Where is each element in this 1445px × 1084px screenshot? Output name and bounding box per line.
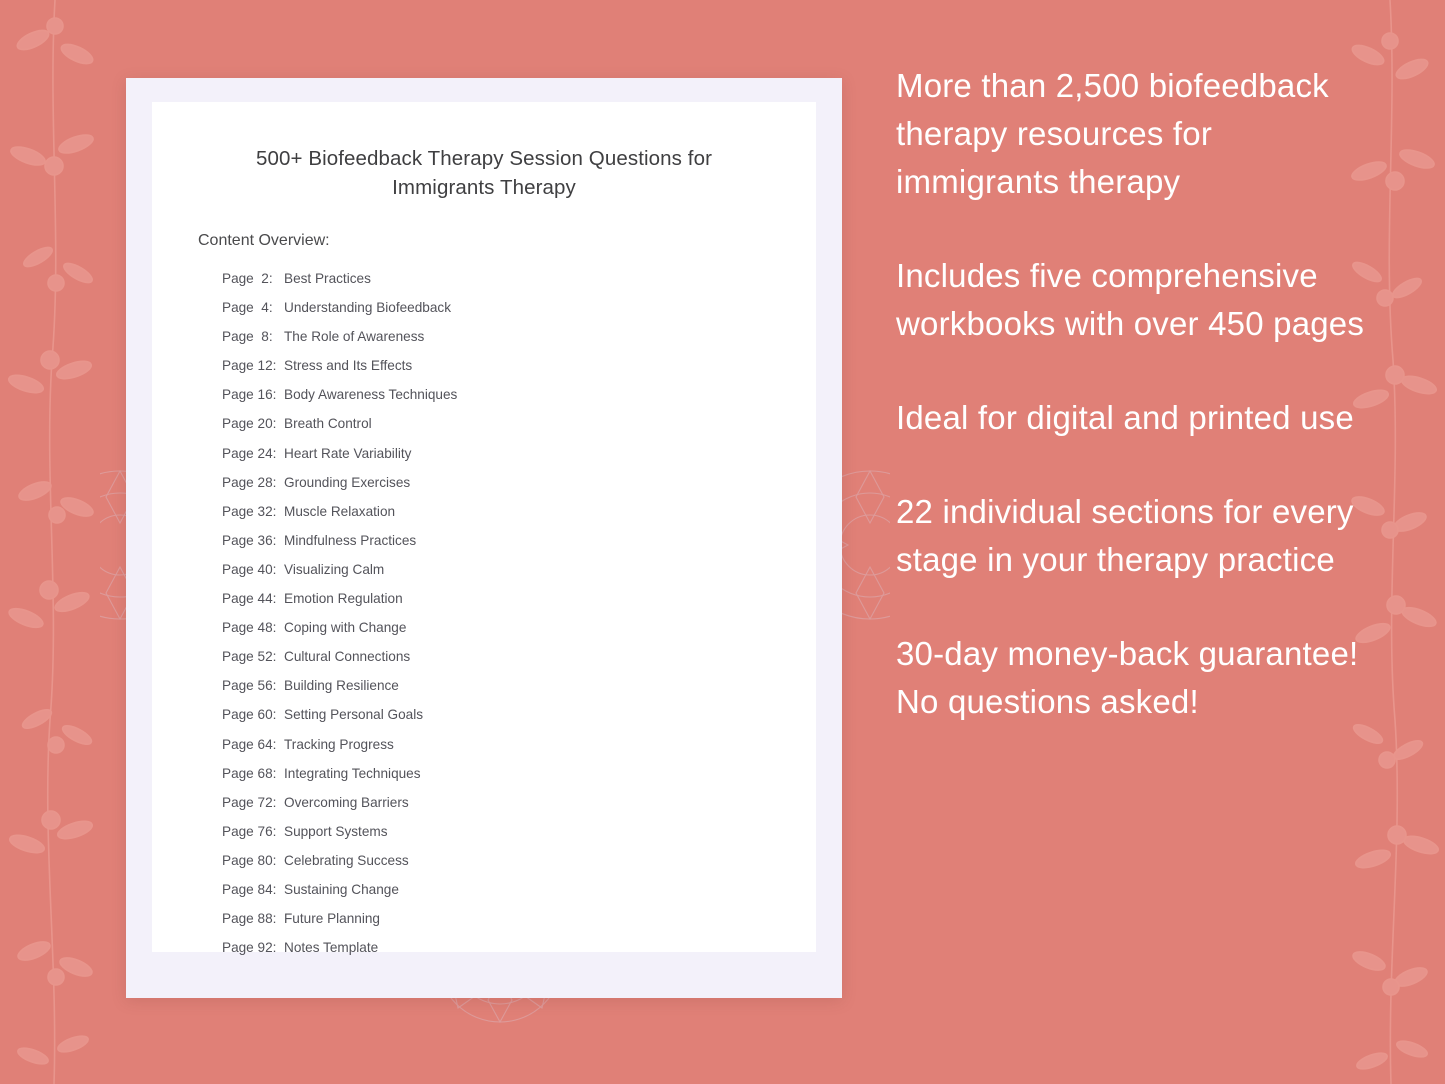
toc-page: Page 84: [222, 881, 277, 897]
toc-page: Page 76: [222, 823, 277, 839]
toc-label: Sustaining Change [284, 881, 399, 897]
list-item [152, 642, 816, 671]
list-item [152, 555, 816, 584]
toc-label: Mindfulness Practices [284, 532, 417, 548]
list-item [152, 351, 816, 380]
list-item [152, 409, 816, 438]
toc-page: Page 8: [222, 329, 273, 345]
toc-label: Celebrating Success [284, 852, 409, 868]
toc-label: Integrating Techniques [284, 765, 421, 781]
toc-page: Page 44: [222, 591, 277, 607]
page-title: 500+ Biofeedback Therapy Session Questions for Immigrants Therapy [255, 147, 713, 199]
list-item [152, 468, 816, 497]
list-item [152, 904, 816, 933]
toc-label: Coping with Change [284, 620, 407, 636]
toc-page: Page 56: [222, 678, 277, 694]
toc-label: Understanding Biofeedback [284, 300, 452, 316]
toc-label: Breath Control [284, 416, 372, 432]
list-item [152, 700, 816, 729]
toc-page: Page 92: [222, 940, 277, 956]
toc-page: Page 88: [222, 911, 277, 927]
list-item [152, 322, 816, 351]
highlight-item: Ideal for digital and printed use [896, 399, 1354, 436]
list-item [152, 264, 816, 293]
toc-label: Future Planning [284, 911, 380, 927]
document-page [152, 102, 816, 956]
toc-page: Page 24: [222, 445, 277, 461]
list-item [152, 875, 816, 904]
list-item [152, 526, 816, 555]
toc-page: Page 80: [222, 852, 277, 868]
list-item [152, 613, 816, 642]
toc-page: Page 12: [222, 358, 277, 374]
toc-page: Page 60: [222, 707, 277, 723]
list-item [152, 439, 816, 468]
toc-page: Page 4: [222, 300, 273, 316]
list-item [152, 671, 816, 700]
toc-page: Page 72: [222, 794, 277, 810]
toc-page: Page 40: [222, 561, 277, 577]
highlight-item: More than 2,500 biofeedback therapy resources for immigrants therapy [896, 67, 1329, 200]
toc-label: Setting Personal Goals [284, 707, 424, 723]
toc-label: Body Awareness Techniques [284, 387, 458, 403]
list-item [152, 933, 816, 962]
toc-label: Grounding Exercises [284, 474, 411, 490]
toc-page: Page 64: [222, 736, 277, 752]
list-item [152, 846, 816, 875]
highlight-item: 30-day money-back guarantee! No questions asked! [896, 635, 1359, 720]
toc-page: Page 16: [222, 387, 277, 403]
toc-page: Page 2: [222, 271, 273, 286]
list-item [152, 759, 816, 788]
highlights-list [896, 62, 1366, 726]
toc-page: Page 32: [222, 503, 277, 519]
list-item [152, 817, 816, 846]
toc-label: Best Practices [284, 271, 371, 286]
toc-label: The Role of Awareness [284, 329, 425, 345]
toc-label: Cultural Connections [284, 649, 411, 665]
toc-label: Muscle Relaxation [284, 503, 396, 519]
content-overview-label: Content Overview: [198, 232, 330, 249]
toc-label: Support Systems [284, 823, 388, 839]
toc-page: Page 36: [222, 532, 277, 548]
toc-page: Page 68: [222, 765, 277, 781]
floral-vine-icon-left [0, 0, 110, 1084]
document-card [126, 78, 842, 998]
highlight-item: 22 individual sections for every stage in your therapy practice [896, 493, 1354, 578]
toc-label: Overcoming Barriers [284, 794, 409, 810]
toc-page: Page 20: [222, 416, 277, 432]
table-of-contents [152, 250, 816, 962]
toc-label: Stress and Its Effects [284, 358, 413, 374]
toc-label: Notes Template [284, 940, 379, 956]
list-item [152, 730, 816, 759]
list-item [152, 497, 816, 526]
list-item [152, 293, 816, 322]
toc-label: Tracking Progress [284, 736, 394, 752]
list-item [152, 584, 816, 613]
toc-page: Page 48: [222, 620, 277, 636]
toc-label: Heart Rate Variability [284, 445, 412, 461]
toc-page: Page 28: [222, 474, 277, 490]
highlight-item: Includes five comprehensive workbooks with over 450 pages [896, 257, 1365, 342]
toc-label: Building Resilience [284, 678, 399, 694]
toc-label: Emotion Regulation [284, 591, 403, 607]
toc-label: Visualizing Calm [284, 561, 385, 577]
toc-page: Page 52: [222, 649, 277, 665]
list-item [152, 788, 816, 817]
list-item [152, 380, 816, 409]
